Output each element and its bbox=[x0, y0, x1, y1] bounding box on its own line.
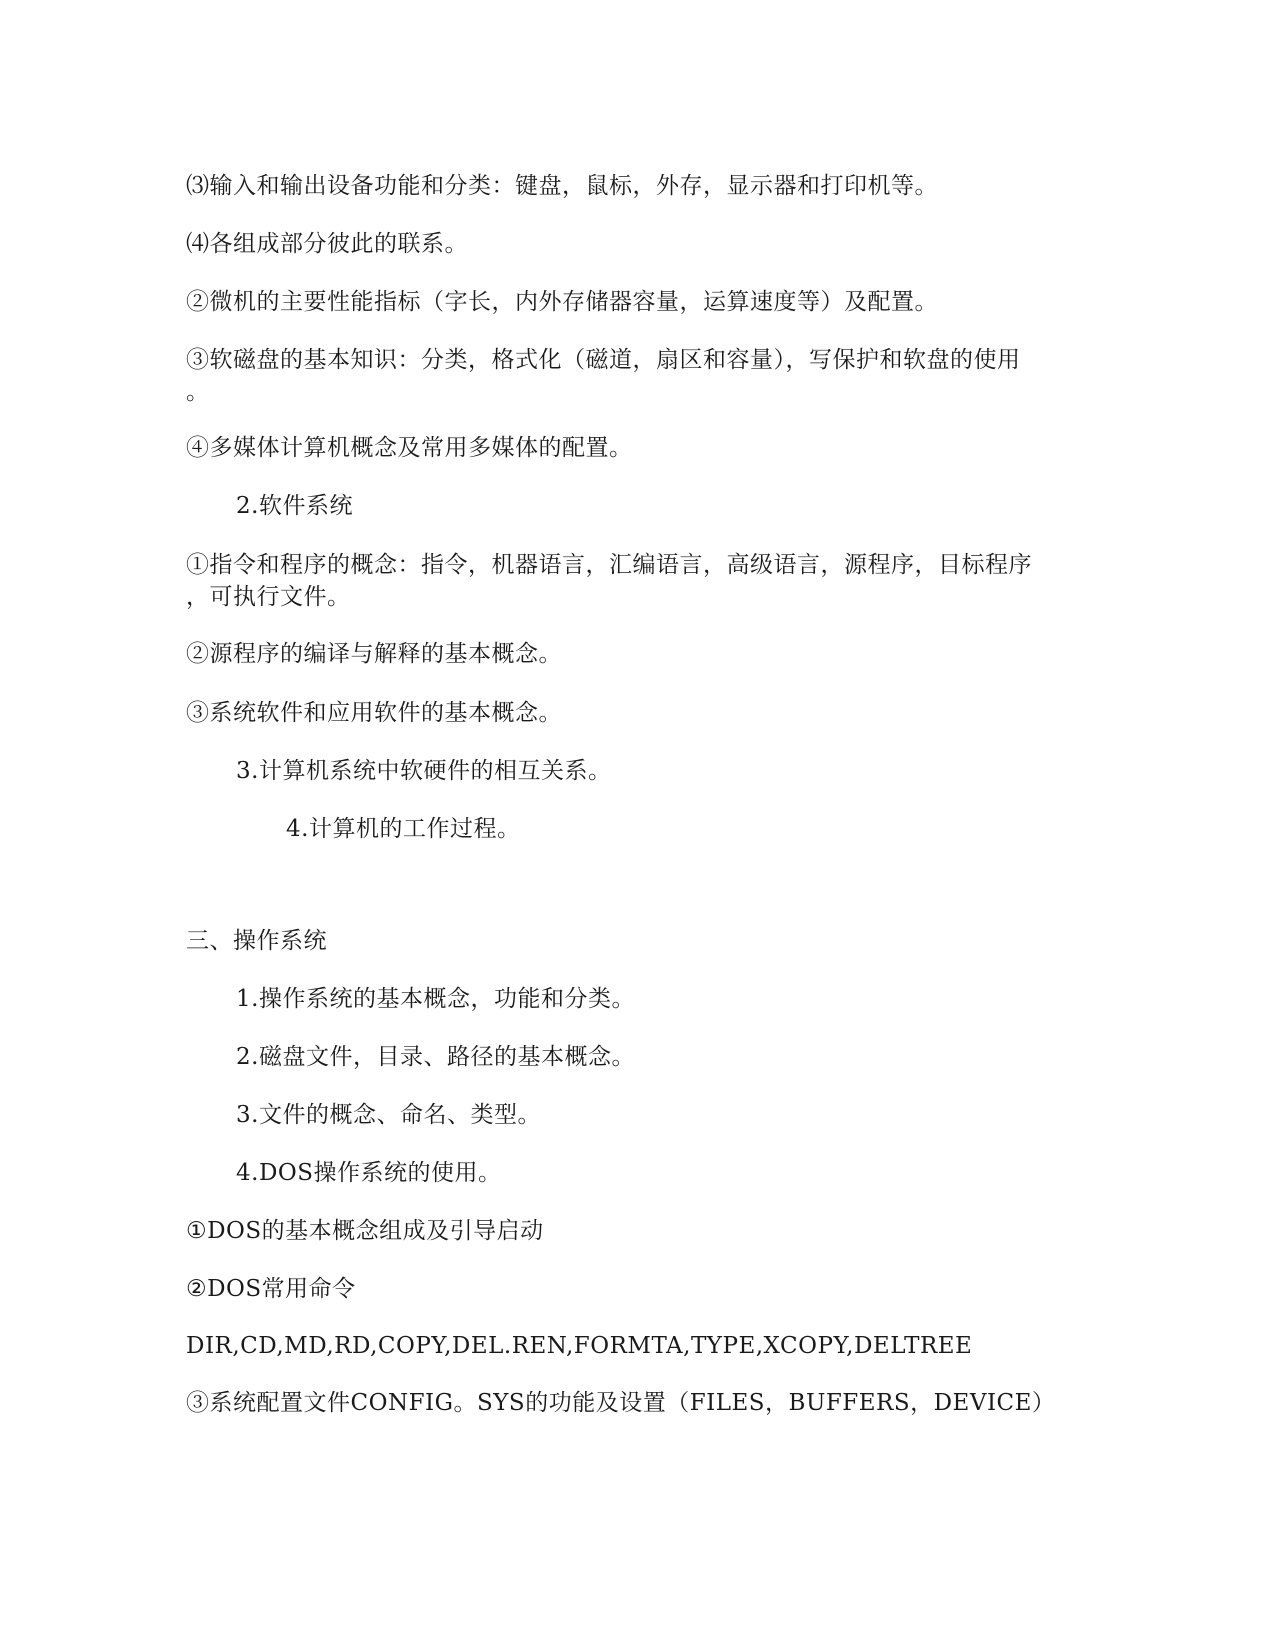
heading-working-process: 4.计算机的工作过程。 bbox=[286, 816, 521, 842]
paragraph-floppy-disk-continued: 。 bbox=[186, 379, 210, 405]
heading-os-concepts: 1.操作系统的基本概念，功能和分类。 bbox=[236, 986, 635, 1012]
heading-dos-usage: 4.DOS操作系统的使用。 bbox=[236, 1160, 502, 1186]
heading-file-concepts: 3.文件的概念、命名、类型。 bbox=[236, 1102, 541, 1128]
paragraph-instructions-programs: ①指令和程序的概念：指令，机器语言，汇编语言，高级语言，源程序，目标程序 bbox=[186, 552, 1032, 578]
section-heading-operating-system: 三、操作系统 bbox=[186, 928, 327, 954]
paragraph-multimedia: ④多媒体计算机概念及常用多媒体的配置。 bbox=[186, 435, 633, 461]
heading-software-system: 2.软件系统 bbox=[236, 493, 353, 519]
paragraph-config-sys: ③系统配置文件CONFIG。SYS的功能及设置（FILES，BUFFERS，DEVICE） bbox=[186, 1390, 1056, 1416]
paragraph-system-application-software: ③系统软件和应用软件的基本概念。 bbox=[186, 700, 562, 726]
heading-disk-files: 2.磁盘文件，目录、路径的基本概念。 bbox=[236, 1044, 635, 1070]
paragraph-dos-basics: ①DOS的基本概念组成及引导启动 bbox=[186, 1218, 544, 1244]
paragraph-dos-command-list: DIR,CD,MD,RD,COPY,DEL.REN,FORMTA,TYPE,XCOPY,DELTREE bbox=[186, 1333, 973, 1359]
paragraph-dos-commands: ②DOS常用命令 bbox=[186, 1276, 356, 1302]
paragraph-io-devices: ⑶输入和输出设备功能和分类：键盘，鼠标，外存，显示器和打印机等。 bbox=[186, 173, 938, 199]
paragraph-floppy-disk: ③软磁盘的基本知识：分类，格式化（磁道，扇区和容量），写保护和软盘的使用 bbox=[186, 347, 1021, 373]
heading-software-hardware-relation: 3.计算机系统中软硬件的相互关系。 bbox=[236, 758, 612, 784]
paragraph-component-relations: ⑷各组成部分彼此的联系。 bbox=[186, 231, 468, 257]
paragraph-instructions-programs-continued: ，可执行文件。 bbox=[186, 584, 351, 610]
paragraph-compile-interpret: ②源程序的编译与解释的基本概念。 bbox=[186, 641, 562, 667]
paragraph-performance-metrics: ②微机的主要性能指标（字长，内外存储器容量，运算速度等）及配置。 bbox=[186, 289, 938, 315]
